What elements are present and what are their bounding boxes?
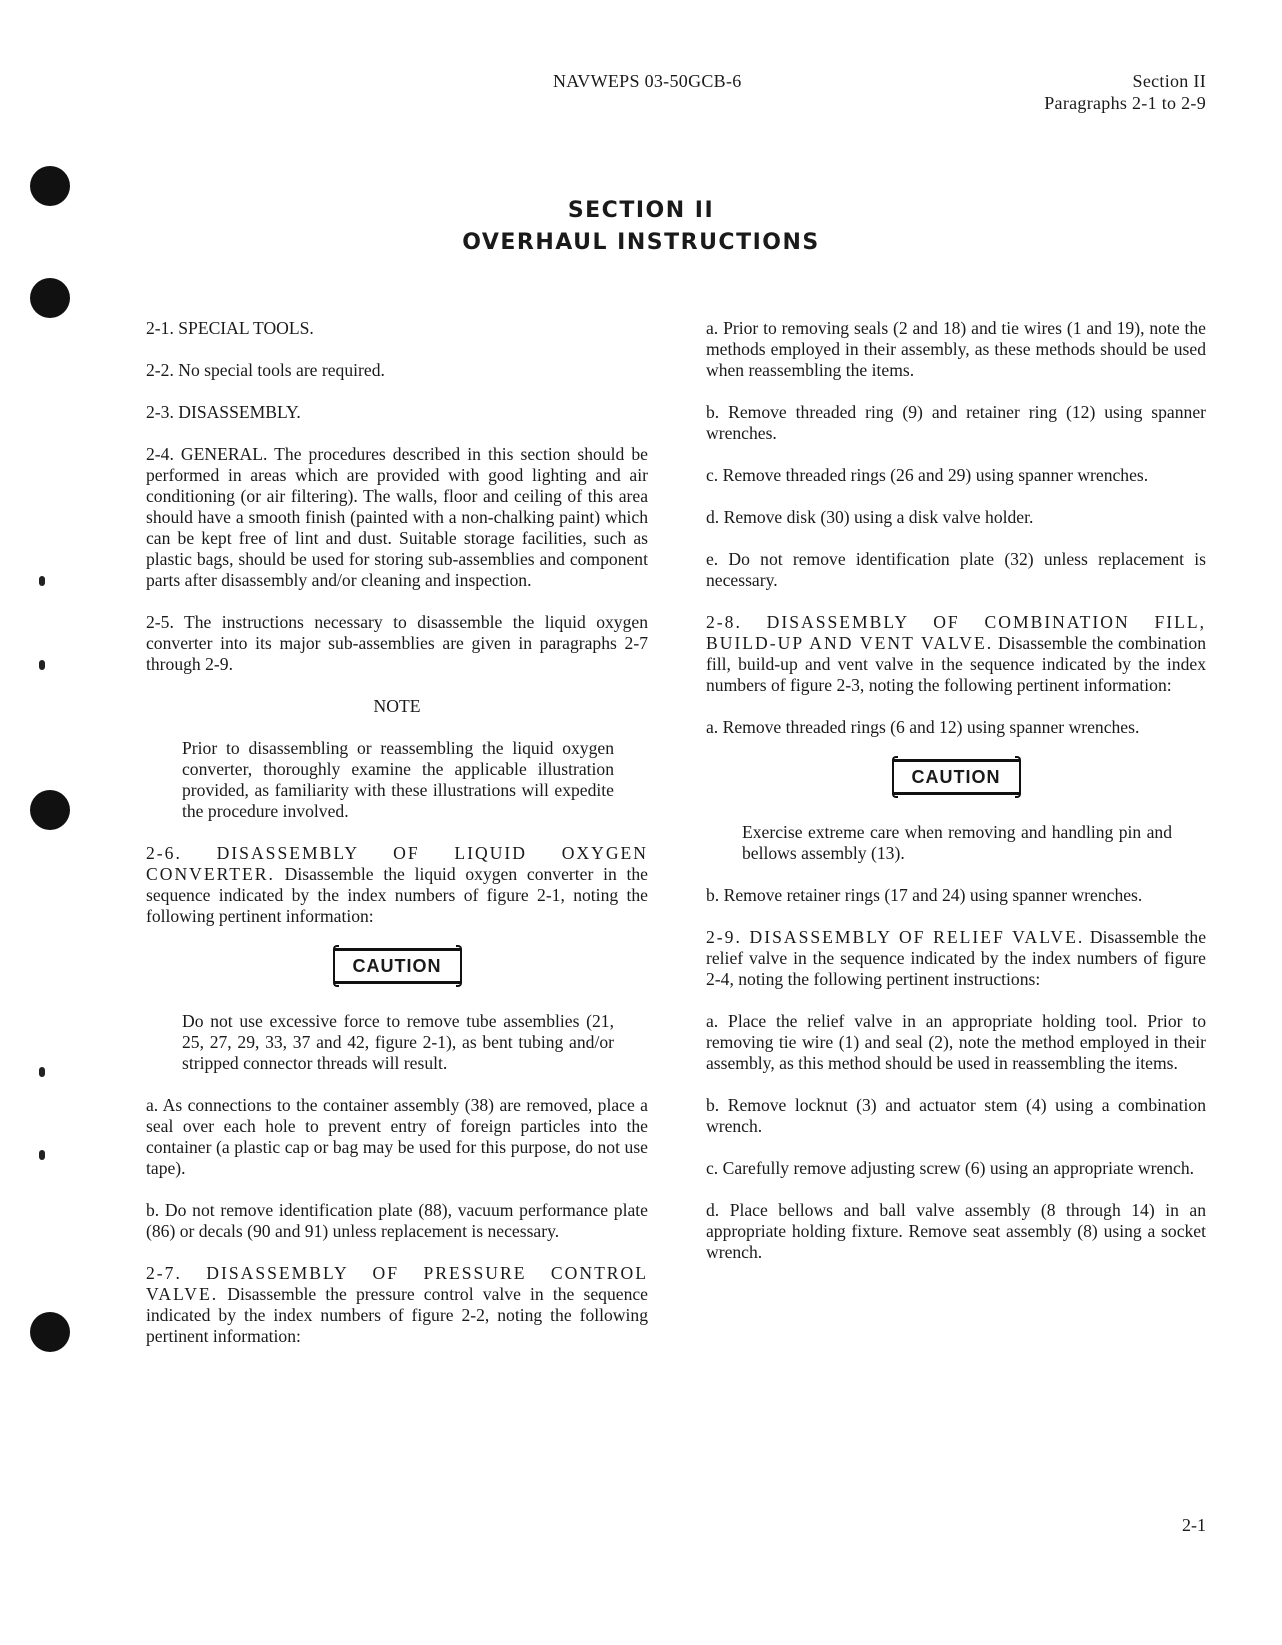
para-2-5: 2-5. The instructions necessary to disassemble the liquid oxygen converter into its major sub-assemblies are given in paragraphs 2-7 through 2-9. <box>146 612 648 674</box>
caution-text-right: Exercise extreme care when removing and handling pin and bellows assembly (13). <box>742 822 1172 863</box>
scan-dot <box>39 1067 45 1077</box>
para-2-9 <box>706 927 1206 990</box>
paragraph-range: Paragraphs 2-1 to 2-9 <box>1044 93 1206 113</box>
para-2-9-c: c. Carefully remove adjusting screw (6) using an appropriate wrench. <box>706 1158 1195 1178</box>
caution-box-left <box>146 948 648 990</box>
para-2-8-heading: 2-8. DISASSEMBLY OF COMBINATION FILL, BUILD-UP AND VENT VALVE. <box>706 612 1206 653</box>
para-2-8 <box>706 612 1206 696</box>
para-2-8-a: a. Remove threaded rings (6 and 12) using spanner wrenches. <box>706 717 1140 737</box>
para-2-6-heading: 2-6. DISASSEMBLY OF LIQUID OXYGEN CONVERTER. <box>146 843 648 884</box>
para-2-9-b: b. Remove locknut (3) and actuator stem (4) using a combination wrench. <box>706 1095 1206 1136</box>
para-2-3: 2-3. DISASSEMBLY. <box>146 402 301 422</box>
left-column <box>146 318 648 1368</box>
caution-box-right <box>706 759 1206 801</box>
para-2-7-c: c. Remove threaded rings (26 and 29) using spanner wrenches. <box>706 465 1149 485</box>
para-2-6-b: b. Do not remove identification plate (88), vacuum performance plate (86) or decals (90 and 91) unless replacement is necessary. <box>146 1200 648 1241</box>
para-2-2: 2-2. No special tools are required. <box>146 360 385 380</box>
caution-text-left: Do not use excessive force to remove tube assemblies (21, 25, 27, 29, 33, 37 and 42, figure 2-1), as bent tubing and/or stripped connector threads will result. <box>182 1011 614 1073</box>
para-2-7-d: d. Remove disk (30) using a disk valve holder. <box>706 507 1034 527</box>
section-title: SECTION II <box>567 198 715 223</box>
para-2-1: 2-1. SPECIAL TOOLS. <box>146 318 314 338</box>
para-2-9-heading: 2-9. DISASSEMBLY OF RELIEF VALVE. <box>706 927 1085 947</box>
right-column <box>706 318 1206 1284</box>
para-2-7-b: b. Remove threaded ring (9) and retainer ring (12) using spanner wrenches. <box>706 402 1206 443</box>
note-label: NOTE <box>373 696 421 716</box>
para-2-9-a: a. Place the relief valve in an appropriate holding tool. Prior to removing tie wire (1) and seal (2), note the method employed in their assembly, as this method should be used in reassembling the items. <box>706 1011 1206 1073</box>
scan-dot <box>39 1150 45 1160</box>
para-2-9-d: d. Place bellows and ball valve assembly (8 through 14) in an appropriate holding fixture. Remove seat assembly (8) using a socket wrench. <box>706 1200 1206 1262</box>
para-2-7-body: Disassemble the pressure control valve in the sequence indicated by the index numbers of figure 2-2, noting the following pertinent information: <box>146 1284 648 1346</box>
para-2-6 <box>146 843 648 927</box>
para-2-6-body: Disassemble the liquid oxygen converter in the sequence indicated by the index numbers of figure 2-1, noting the following pertinent information: <box>146 864 648 926</box>
scan-dot <box>39 660 45 670</box>
caution-label: CAUTION <box>894 759 1019 795</box>
note-text: Prior to disassembling or reassembling the liquid oxygen converter, thoroughly examine the applicable illustration provided, as familiarity with these illustrations will expedite the procedure involved. <box>182 738 614 821</box>
punch-hole-upper <box>30 278 70 318</box>
page-number: 2-1 <box>1182 1515 1206 1535</box>
punch-hole-bottom <box>30 1312 70 1352</box>
caution-label: CAUTION <box>335 948 460 984</box>
para-2-6-a: a. As connections to the container assembly (38) are removed, place a seal over each hole to prevent entry of foreign particles into the container (a plastic cap or bag may be used for this purpose, do not use tape). <box>146 1095 648 1178</box>
para-2-9-body: Disassemble the relief valve in the sequence indicated by the index numbers of figure 2-4, noting the following pertinent instructions: <box>706 927 1206 989</box>
para-2-4: 2-4. GENERAL. The procedures described in this section should be performed in areas which are provided with good lighting and air conditioning (or air filtering). The walls, floor and ceiling of this area should have a smooth finish (painted with a non-chalking paint) which can be kept free of lint and dust. Suitable storage facilities, such as plastic bags, should be used for storing sub-assemblies and component parts after disassembly and/or cleaning and inspection. <box>146 444 648 590</box>
para-2-8-body: Disassemble the combination fill, build-up and vent valve in the sequence indicated by the index numbers of figure 2-3, noting the following pertinent information: <box>706 633 1206 695</box>
para-2-7-a: a. Prior to removing seals (2 and 18) and tie wires (1 and 19), note the methods employed in their assembly, as these methods should be used when reassembling the items. <box>706 318 1206 380</box>
scan-dot <box>39 576 45 586</box>
doc-number: NAVWEPS 03-50GCB-6 <box>553 71 742 91</box>
section-label: Section II <box>1132 71 1206 91</box>
section-subtitle: OVERHAUL INSTRUCTIONS <box>462 230 820 255</box>
para-2-7-heading: 2-7. DISASSEMBLY OF PRESSURE CONTROL VALVE. <box>146 1263 648 1304</box>
para-2-8-b: b. Remove retainer rings (17 and 24) using spanner wrenches. <box>706 885 1143 905</box>
para-2-7 <box>146 1263 648 1347</box>
para-2-7-e: e. Do not remove identification plate (32) unless replacement is necessary. <box>706 549 1206 590</box>
punch-hole-middle <box>30 790 70 830</box>
